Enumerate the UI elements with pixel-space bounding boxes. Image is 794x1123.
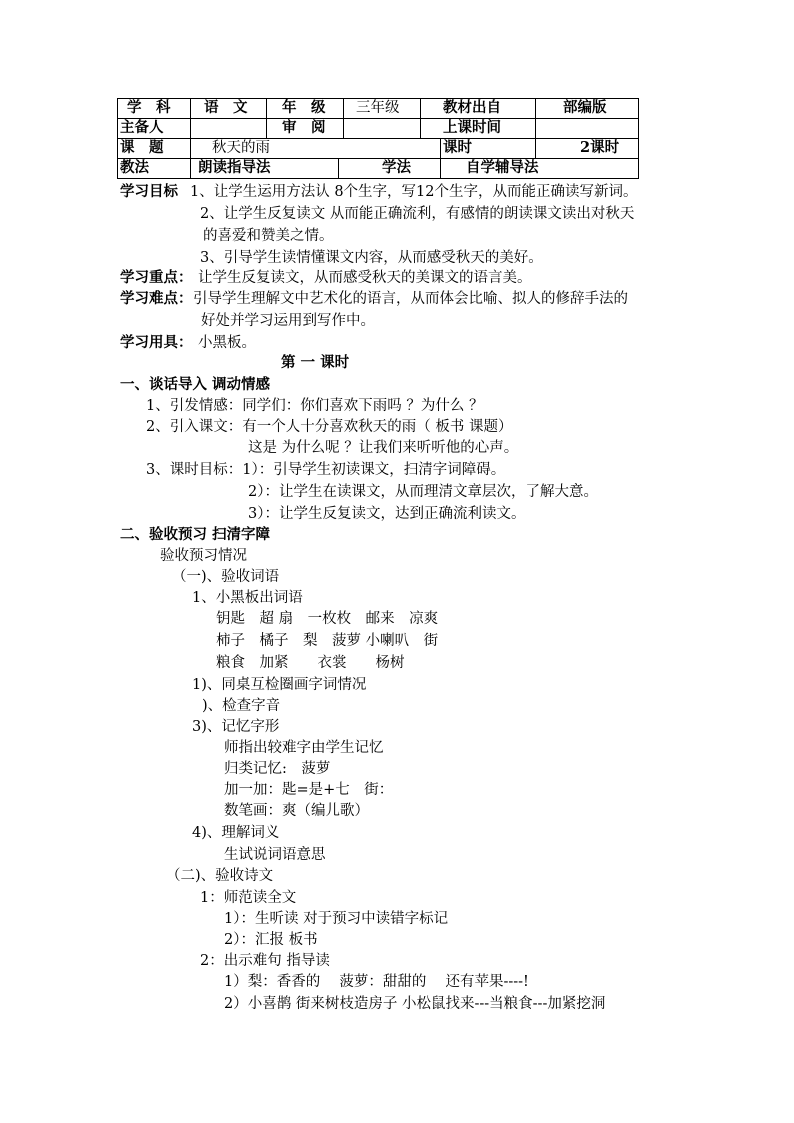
table-cell: 三年级 [356, 100, 400, 116]
section2-part1-item1: 1、小黑板出词语 [192, 590, 303, 606]
table-cell: 教法 [120, 159, 149, 176]
goal-2-cont: 的喜爱和赞美之情。 [203, 228, 334, 244]
difficulty-label: 学习难点： [120, 290, 193, 307]
sentence-line: 1）梨：香香的 菠萝：甜甜的 还有苹果----! [224, 974, 529, 990]
difficulty-text: 引导学生理解文中艺术化的语言，从而体会比喻、拟人的修辞手法的 [193, 291, 628, 307]
section2-part2-item2: 2：出示难句 指导读 [200, 953, 330, 969]
memory-line: 师指出较难字由学生记忆 [224, 740, 384, 756]
key-text: 让学生反复读文，从而感受秋天的美课文的语言美。 [198, 270, 532, 286]
goal-1: 1、让学生运用方法认 8个生字，写12个生字，从而能正确读写新词。 [190, 184, 638, 200]
table-cell: 2课时 [580, 139, 620, 156]
word-row: 钥匙 超 扇 一枚枚 邮来 凉爽 [216, 611, 439, 627]
section1-step2-cont: 这是 为什么呢 ？让我们来听听他的心声。 [248, 440, 519, 456]
section1-step3: 3、课时目标：1）：引导学生初读课文，扫清字词障碍。 [146, 462, 506, 478]
tools-label: 学习用具： [120, 334, 193, 351]
table-cell: 自学辅导法 [466, 159, 539, 176]
reading-line: 1）：生听读 对于预习中读错字标记 [224, 911, 449, 927]
goals-label: 学习目标 [120, 183, 178, 200]
section2-part2: （二)、验收诗文 [166, 868, 274, 884]
section2-part1-item3: )、检查字音 [202, 698, 281, 714]
section1-step3-c: 3）：让学生反复读文，达到正确流利读文。 [248, 506, 526, 522]
key-label: 学习重点： [120, 269, 193, 286]
section2-intro: 验收预习情况 [160, 548, 247, 564]
section2-part1-item2: 1)、同桌互检圈画字词情况 [192, 677, 367, 693]
table-cell: 朗读指导法 [198, 159, 271, 176]
goal-2: 2、让学生反复读文 从而能正确流利，有感情的朗读课文读出对秋天 [200, 206, 635, 222]
section1-title: 一、谈话导入 调动情感 [120, 376, 271, 393]
table-cell: 上课时间 [443, 119, 501, 136]
sentence-line: 2）小喜鹊 街来树枝造房子 小松鼠找来---当粮食---加紧挖洞 [224, 996, 606, 1012]
section1-step3-b: 2）：让学生在读课文，从而理清文章层次，了解大意。 [248, 484, 598, 500]
memory-line: 加一加：匙=是+七 街： [224, 782, 394, 798]
word-row: 粮食 加紧 衣裳 杨树 [216, 655, 405, 671]
section2-part1-item4: 3)、记忆字形 [192, 719, 280, 735]
word-row: 柿子 橘子 梨 菠萝 小喇叭 街 [216, 633, 439, 649]
table-cell: 课 题 [120, 139, 164, 156]
table-cell: 秋天的雨 [212, 140, 270, 156]
table-cell: 部编版 [563, 99, 607, 116]
table-cell: 语 文 [204, 99, 248, 116]
section1-step1: 1、引发情感：同学们：你们喜欢下雨吗 ？为什么 ？ [146, 398, 484, 414]
memory-line: 归类记忆: 菠萝 [224, 761, 331, 777]
table-cell: 年 级 [282, 99, 326, 116]
goal-3: 3、引导学生读情懂课文内容，从而感受秋天的美好。 [200, 250, 543, 266]
meaning-line: 生试说词语意思 [224, 847, 326, 863]
table-cell: 教材出自 [443, 99, 501, 116]
tools-text: 小黑板。 [198, 335, 256, 351]
table-cell: 审 阅 [282, 119, 326, 136]
table-cell: 课时 [443, 139, 472, 156]
table-cell: 主备人 [120, 119, 164, 136]
table-cell: 学 科 [127, 99, 171, 116]
section2-title: 二、验收预习 扫清字障 [120, 526, 271, 543]
reading-line: 2）：汇报 板书 [224, 932, 318, 948]
memory-line: 数笔画：爽（编儿歌） [224, 803, 369, 819]
table-cell: 学法 [382, 159, 411, 176]
section2-part1: （一)、验收词语 [172, 569, 280, 585]
section1-step2: 2、引入课文：有一个人十分喜欢秋天的雨（ 板书 课题） [146, 419, 513, 435]
difficulty-text-cont: 好处并学习运用到写作中。 [201, 313, 375, 329]
lesson-title: 第 一 课时 [281, 354, 350, 371]
section2-part1-item5: 4)、理解词义 [192, 825, 280, 841]
section2-part2-item1: 1：师范读全文 [200, 890, 297, 906]
